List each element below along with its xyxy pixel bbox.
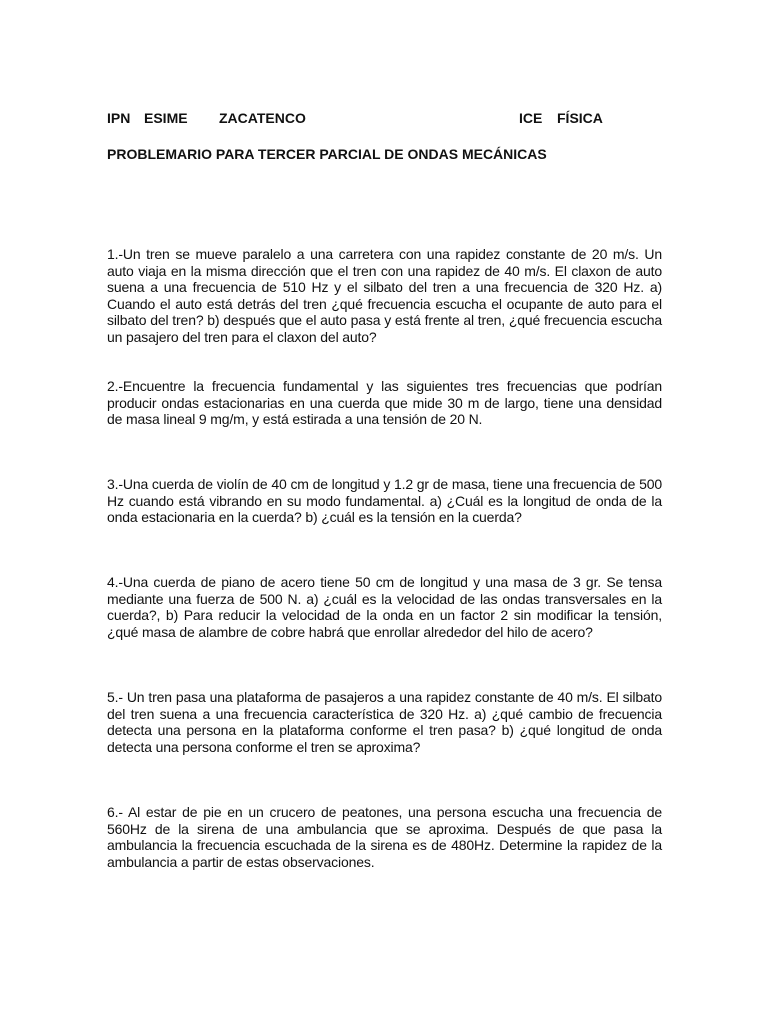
problem-4: 4.-Una cuerda de piano de acero tiene 50 cm de longitud y una masa de 3 gr. Se tensa mediante una fuerza de 500 N. a) ¿cuál es la velocidad de las ondas transversales en la cuerda?, b) Para reducir la velocidad de la onda en un factor 2 sin modificar la tensión, ¿qué masa de alambre de cobre habrá que enrollar alrededor del hilo de acero?	[107, 574, 662, 640]
problem-3: 3.-Una cuerda de violín de 40 cm de longitud y 1.2 gr de masa, tiene una frecuencia de 500 Hz cuando está vibrando en su modo fundamental. a) ¿Cuál es la longitud de onda de la onda estacionaria en la cuerda? b) ¿cuál es la tensión en la cuerda?	[107, 476, 662, 526]
problem-1: 1.-Un tren se mueve paralelo a una carretera con una rapidez constante de 20 m/s. Un auto viaja en la misma dirección que el tren con una rapidez de 40 m/s. El claxon de auto suena a una frecuencia de 510 Hz y el silbato del tren a una frecuencia de 320 Hz. a) Cuando el auto está detrás del tren ¿qué frecuencia escucha el ocupante de auto para el silbato del tren? b) después que el auto pasa y está frente al tren, ¿qué frecuencia escucha un pasajero del tren para el claxon del auto?	[107, 246, 662, 345]
problem-2: 2.-Encuentre la frecuencia fundamental y las siguientes tres frecuencias que podrían producir ondas estacionarias en una cuerda que mide 30 m de largo, tiene una densidad de masa lineal 9 mg/m, y está estirada a una tensión de 20 N.	[107, 378, 662, 428]
problem-6: 6.- Al estar de pie en un crucero de peatones, una persona escucha una frecuencia de 560Hz de la sirena de una ambulancia que se aproxima. Después de que pasa la ambulancia la frecuencia escuchada de la sirena es de 480Hz. Determine la rapidez de la ambulancia a partir de estas observaciones.	[107, 804, 662, 870]
header-subject: FÍSICA	[557, 110, 603, 126]
document-header	[107, 109, 627, 129]
problem-5: 5.- Un tren pasa una plataforma de pasajeros a una rapidez constante de 40 m/s. El silbato del tren suena a una frecuencia característica de 320 Hz. a) ¿qué cambio de frecuencia detecta una persona en la plataforma conforme el tren pasa? b) ¿qué longitud de onda detecta una persona conforme el tren se aproxima?	[107, 689, 662, 755]
document-title: PROBLEMARIO PARA TERCER PARCIAL DE ONDAS MECÁNICAS	[107, 146, 547, 162]
header-school: ESIME	[144, 110, 188, 126]
header-campus: ZACATENCO	[219, 110, 306, 126]
header-department: ICE	[519, 110, 543, 126]
header-institution: IPN	[107, 110, 131, 126]
